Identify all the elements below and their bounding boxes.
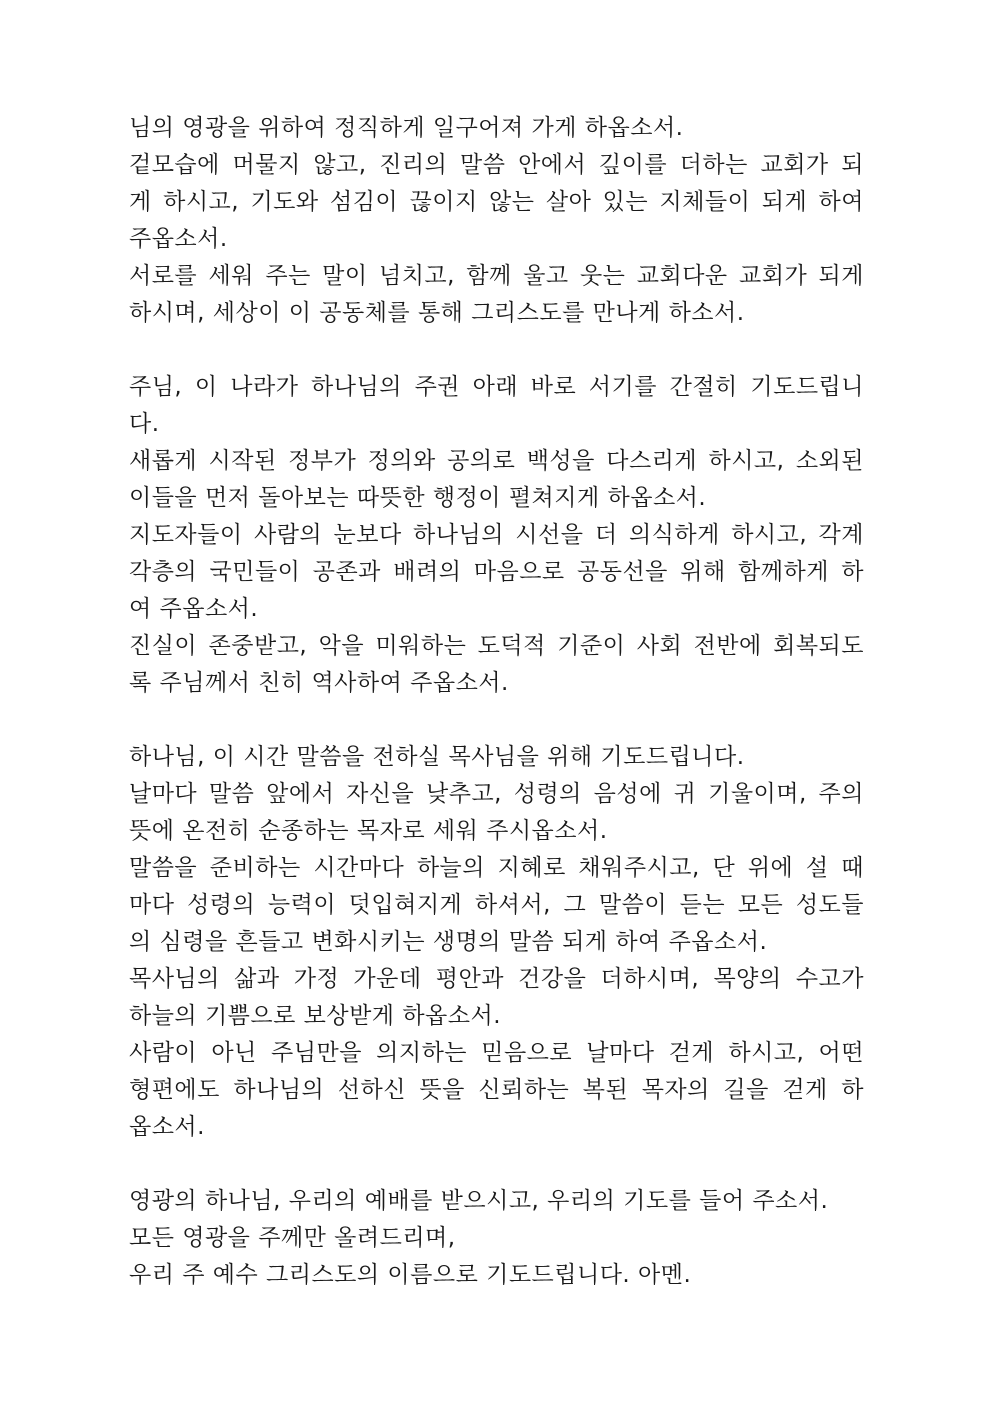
text-line: 형편에도 하나님의 선하신 뜻을 신뢰하는 복된 목자의 길을 걷게 하 [129, 1077, 864, 1103]
text-line: 사람이 아닌 주님만을 의지하는 믿음으로 날마다 걷게 하시고, 어떤 [129, 1040, 864, 1066]
paragraph-church [129, 110, 864, 332]
text-line: 여 주옵소서. [129, 596, 259, 622]
text-line: 각층의 국민들이 공존과 배려의 마음으로 공동선을 위해 함께하게 하 [129, 559, 864, 585]
paragraph-gap [129, 1146, 864, 1183]
paragraph-gap [129, 332, 864, 369]
paragraph-nation [129, 369, 864, 702]
text-line: 이들을 먼저 돌아보는 따뜻한 행정이 펼쳐지게 하옵소서. [129, 485, 707, 511]
text-line: 말씀을 준비하는 시간마다 하늘의 지혜로 채워주시고, 단 위에 설 때 [129, 855, 864, 881]
text-line: 서로를 세워 주는 말이 넘치고, 함께 울고 웃는 교회다운 교회가 되게 [129, 263, 864, 289]
prayer-text [129, 110, 864, 1294]
text-line: 영광의 하나님, 우리의 예배를 받으시고, 우리의 기도를 들어 주소서. [129, 1188, 829, 1214]
text-line: 지도자들이 사람의 눈보다 하나님의 시선을 더 의식하게 하시고, 각계 [129, 522, 864, 548]
text-line: 다. [129, 411, 160, 437]
text-line: 의 심령을 흔들고 변화시키는 생명의 말씀 되게 하여 주옵소서. [129, 929, 768, 955]
text-line: 하늘의 기쁨으로 보상받게 하옵소서. [129, 1003, 502, 1029]
text-line: 진실이 존중받고, 악을 미워하는 도덕적 기준이 사회 전반에 회복되도 [129, 633, 864, 659]
text-line: 목사님의 삶과 가정 가운데 평안과 건강을 더하시며, 목양의 수고가 [129, 966, 864, 992]
text-line: 뜻에 온전히 순종하는 목자로 세워 주시옵소서. [129, 818, 608, 844]
text-line: 게 하시고, 기도와 섬김이 끊이지 않는 살아 있는 지체들이 되게 하여 [129, 189, 864, 215]
text-line: 하나님, 이 시간 말씀을 전하실 목사님을 위해 기도드립니다. [129, 744, 745, 770]
paragraph-pastor [129, 739, 864, 1146]
text-line: 겉모습에 머물지 않고, 진리의 말씀 안에서 깊이를 더하는 교회가 되 [129, 152, 864, 178]
paragraph-closing [129, 1183, 864, 1294]
text-line: 우리 주 예수 그리스도의 이름으로 기도드립니다. 아멘. [129, 1262, 692, 1288]
text-line: 님의 영광을 위하여 정직하게 일구어져 가게 하옵소서. [129, 115, 684, 141]
paragraph-gap [129, 702, 864, 739]
text-line: 모든 영광을 주께만 올려드리며, [129, 1225, 456, 1251]
text-line: 주옵소서. [129, 226, 228, 252]
text-line: 새롭게 시작된 정부가 정의와 공의로 백성을 다스리게 하시고, 소외된 [129, 448, 864, 474]
text-line: 록 주님께서 친히 역사하여 주옵소서. [129, 670, 509, 696]
text-line: 마다 성령의 능력이 덧입혀지게 하셔서, 그 말씀이 듣는 모든 성도들 [129, 892, 864, 918]
text-line: 날마다 말씀 앞에서 자신을 낮추고, 성령의 음성에 귀 기울이며, 주의 [129, 781, 864, 807]
text-line: 주님, 이 나라가 하나님의 주권 아래 바로 서기를 간절히 기도드립니 [129, 374, 864, 400]
text-line: 하시며, 세상이 이 공동체를 통해 그리스도를 만나게 하소서. [129, 300, 745, 326]
text-line: 옵소서. [129, 1114, 205, 1140]
